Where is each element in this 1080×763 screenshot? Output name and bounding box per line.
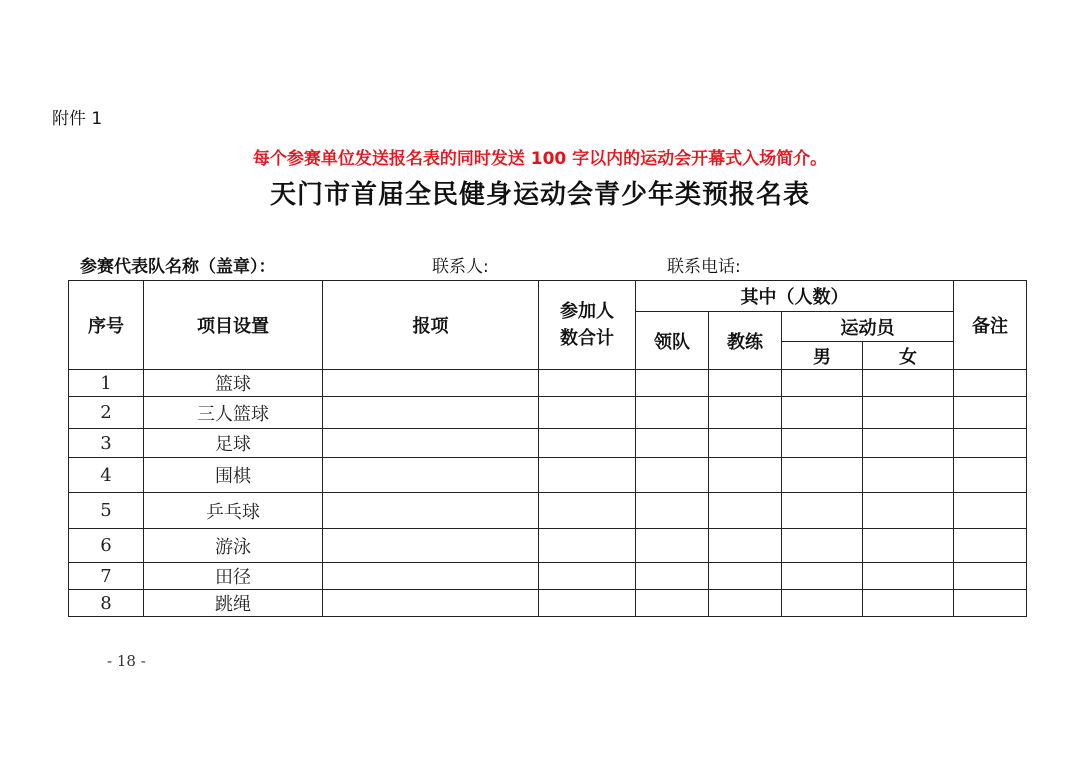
header-total-text: 参加人数合计 xyxy=(560,301,614,349)
row-leader-cell[interactable] xyxy=(636,397,709,429)
page-number: - 18 - xyxy=(107,652,146,670)
row-male-cell[interactable] xyxy=(782,529,863,563)
row-project: 足球 xyxy=(144,429,323,458)
row-seq: 6 xyxy=(69,529,144,563)
header-entry: 报项 xyxy=(323,281,539,370)
row-leader-cell[interactable] xyxy=(636,529,709,563)
row-leader-cell[interactable] xyxy=(636,590,709,617)
row-coach-cell[interactable] xyxy=(709,397,782,429)
row-total-cell[interactable] xyxy=(539,458,636,493)
row-total-cell[interactable] xyxy=(539,529,636,563)
row-seq: 5 xyxy=(69,493,144,529)
header-athletes: 运动员 xyxy=(782,312,954,342)
row-male-cell[interactable] xyxy=(782,563,863,590)
row-coach-cell[interactable] xyxy=(709,458,782,493)
row-leader-cell[interactable] xyxy=(636,563,709,590)
row-leader-cell[interactable] xyxy=(636,493,709,529)
row-project: 围棋 xyxy=(144,458,323,493)
row-total-cell[interactable] xyxy=(539,429,636,458)
table-row xyxy=(69,529,1027,563)
row-total-cell[interactable] xyxy=(539,590,636,617)
attachment-label: 附件 1 xyxy=(52,109,103,129)
row-entry-cell[interactable] xyxy=(323,458,539,493)
row-coach-cell[interactable] xyxy=(709,370,782,397)
row-total-cell[interactable] xyxy=(539,563,636,590)
registration-table xyxy=(68,280,1027,617)
row-male-cell[interactable] xyxy=(782,429,863,458)
row-entry-cell[interactable] xyxy=(323,563,539,590)
table-row xyxy=(69,590,1027,617)
header-female: 女 xyxy=(863,342,954,370)
row-female-cell[interactable] xyxy=(863,563,954,590)
row-remarks-cell[interactable] xyxy=(954,370,1027,397)
row-remarks-cell[interactable] xyxy=(954,529,1027,563)
row-female-cell[interactable] xyxy=(863,458,954,493)
row-female-cell[interactable] xyxy=(863,590,954,617)
table-row xyxy=(69,429,1027,458)
row-male-cell[interactable] xyxy=(782,370,863,397)
row-remarks-cell[interactable] xyxy=(954,429,1027,458)
row-female-cell[interactable] xyxy=(863,397,954,429)
row-coach-cell[interactable] xyxy=(709,493,782,529)
table-body xyxy=(69,370,1027,617)
row-entry-cell[interactable] xyxy=(323,429,539,458)
row-total-cell[interactable] xyxy=(539,493,636,529)
row-remarks-cell[interactable] xyxy=(954,397,1027,429)
contact-phone-label: 联系电话: xyxy=(667,257,741,277)
row-seq: 8 xyxy=(69,590,144,617)
row-total-cell[interactable] xyxy=(539,397,636,429)
row-seq: 7 xyxy=(69,563,144,590)
row-female-cell[interactable] xyxy=(863,370,954,397)
header-seq: 序号 xyxy=(69,281,144,370)
header-project: 项目设置 xyxy=(144,281,323,370)
row-male-cell[interactable] xyxy=(782,590,863,617)
row-coach-cell[interactable] xyxy=(709,590,782,617)
row-leader-cell[interactable] xyxy=(636,370,709,397)
row-coach-cell[interactable] xyxy=(709,429,782,458)
table-row xyxy=(69,370,1027,397)
contact-person-label: 联系人: xyxy=(432,257,489,277)
team-name-label: 参赛代表队名称（盖章）： xyxy=(80,257,276,277)
row-remarks-cell[interactable] xyxy=(954,458,1027,493)
row-female-cell[interactable] xyxy=(863,529,954,563)
submission-notice: 每个参赛单位发送报名表的同时发送 100 字以内的运动会开幕式入场简介。 xyxy=(252,149,828,169)
row-entry-cell[interactable] xyxy=(323,590,539,617)
header-of-which: 其中（人数） xyxy=(636,281,954,312)
row-entry-cell[interactable] xyxy=(323,529,539,563)
table-row xyxy=(69,397,1027,429)
row-remarks-cell[interactable] xyxy=(954,563,1027,590)
row-coach-cell[interactable] xyxy=(709,563,782,590)
header-leader: 领队 xyxy=(636,312,709,370)
row-coach-cell[interactable] xyxy=(709,529,782,563)
header-total xyxy=(539,281,636,370)
row-seq: 4 xyxy=(69,458,144,493)
row-project: 跳绳 xyxy=(144,590,323,617)
row-male-cell[interactable] xyxy=(782,493,863,529)
row-entry-cell[interactable] xyxy=(323,370,539,397)
table-row xyxy=(69,493,1027,529)
row-male-cell[interactable] xyxy=(782,397,863,429)
row-project: 篮球 xyxy=(144,370,323,397)
row-female-cell[interactable] xyxy=(863,429,954,458)
row-project: 田径 xyxy=(144,563,323,590)
row-leader-cell[interactable] xyxy=(636,429,709,458)
row-seq: 1 xyxy=(69,370,144,397)
row-project: 乒乓球 xyxy=(144,493,323,529)
row-entry-cell[interactable] xyxy=(323,397,539,429)
row-entry-cell[interactable] xyxy=(323,493,539,529)
row-male-cell[interactable] xyxy=(782,458,863,493)
row-total-cell[interactable] xyxy=(539,370,636,397)
table-row xyxy=(69,458,1027,493)
row-remarks-cell[interactable] xyxy=(954,493,1027,529)
header-remarks: 备注 xyxy=(954,281,1027,370)
row-female-cell[interactable] xyxy=(863,493,954,529)
row-remarks-cell[interactable] xyxy=(954,590,1027,617)
row-seq: 3 xyxy=(69,429,144,458)
row-project: 三人篮球 xyxy=(144,397,323,429)
form-title: 天门市首届全民健身运动会青少年类预报名表 xyxy=(269,180,810,210)
header-male: 男 xyxy=(782,342,863,370)
header-coach: 教练 xyxy=(709,312,782,370)
row-seq: 2 xyxy=(69,397,144,429)
table-row xyxy=(69,563,1027,590)
row-leader-cell[interactable] xyxy=(636,458,709,493)
row-project: 游泳 xyxy=(144,529,323,563)
